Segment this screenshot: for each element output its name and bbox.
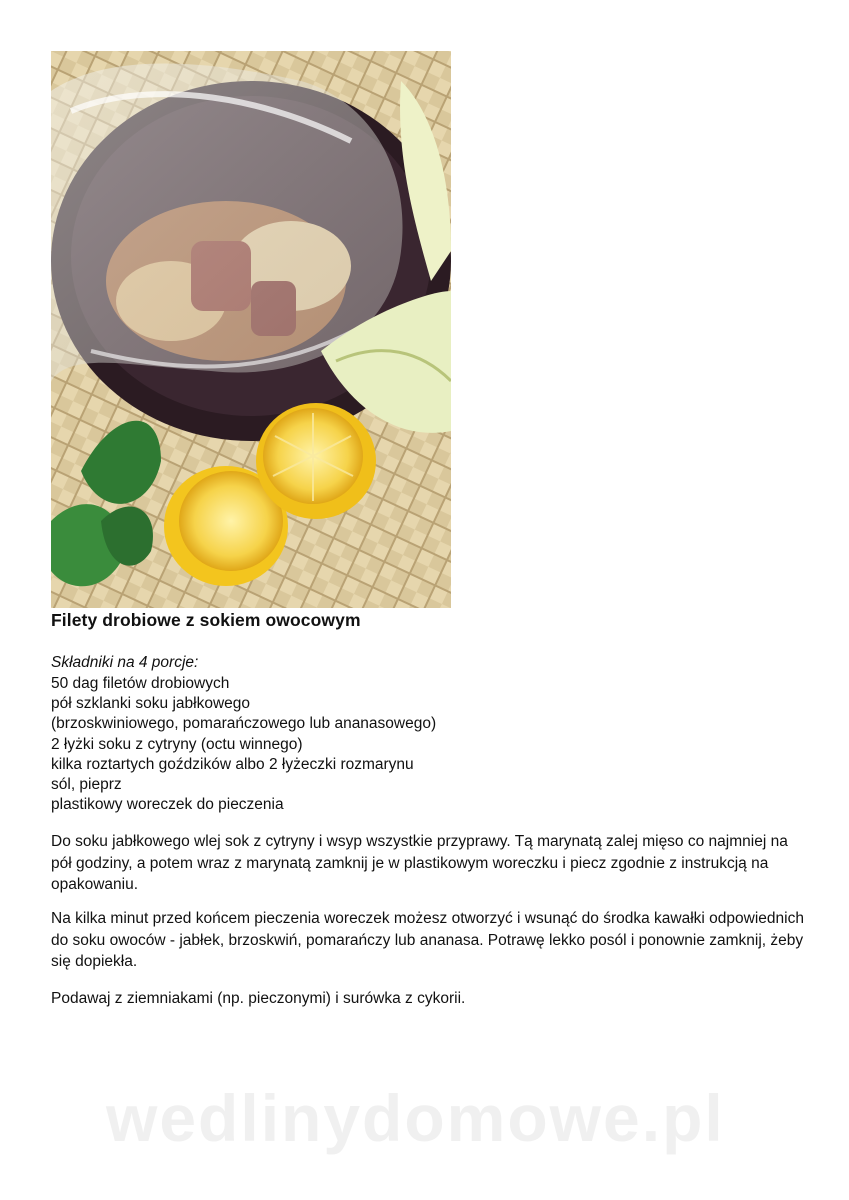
ingredients-list bbox=[51, 674, 436, 815]
recipe-title: Filety drobiowe z sokiem owocowym bbox=[51, 610, 361, 630]
ingredient-item: (brzoskwiniowego, pomarańczowego lub ananasowego) bbox=[51, 715, 437, 733]
ingredients-heading: Składniki na 4 porcje: bbox=[51, 654, 199, 671]
instructions-paragraph: Do soku jabłkowego wlej sok z cytryny i wsyp wszystkie przyprawy. Tą marynatą zalej mięso co najmniej na pół godziny, a potem wraz z marynatą zamknij je w plastikowym woreczku i piecz zgodnie z instrukcją na opakowaniu. bbox=[51, 833, 788, 893]
site-watermark: wedlinydomowe.pl bbox=[106, 1081, 725, 1155]
ingredient-item: plastikowy woreczek do pieczenia bbox=[51, 796, 284, 814]
serving-paragraph: Podawaj z ziemniakami (np. pieczonymi) i surówka z cykorii. bbox=[51, 990, 466, 1007]
ingredient-item: 2 łyżki soku z cytryny (octu winnego) bbox=[51, 735, 303, 753]
instructions-paragraph: Na kilka minut przed końcem pieczenia woreczek możesz otworzyć i wsunąć do środka kawałki odpowiednich do soku owoców - jabłek, brzoskwiń, pomarańczy lub ananasa. Potrawę lekko posól i ponownie zamknij, żeby się dopiekła. bbox=[51, 910, 804, 970]
ingredient-item: pół szklanki soku jabłkowego bbox=[51, 695, 251, 713]
food-photo-icon bbox=[51, 51, 451, 608]
ingredient-item: kilka roztartych goździków albo 2 łyżeczki rozmarynu bbox=[51, 755, 414, 773]
ingredient-item: sól, pieprz bbox=[51, 776, 122, 794]
recipe-photo bbox=[51, 51, 451, 608]
ingredient-item: 50 dag filetów drobiowych bbox=[51, 675, 230, 692]
